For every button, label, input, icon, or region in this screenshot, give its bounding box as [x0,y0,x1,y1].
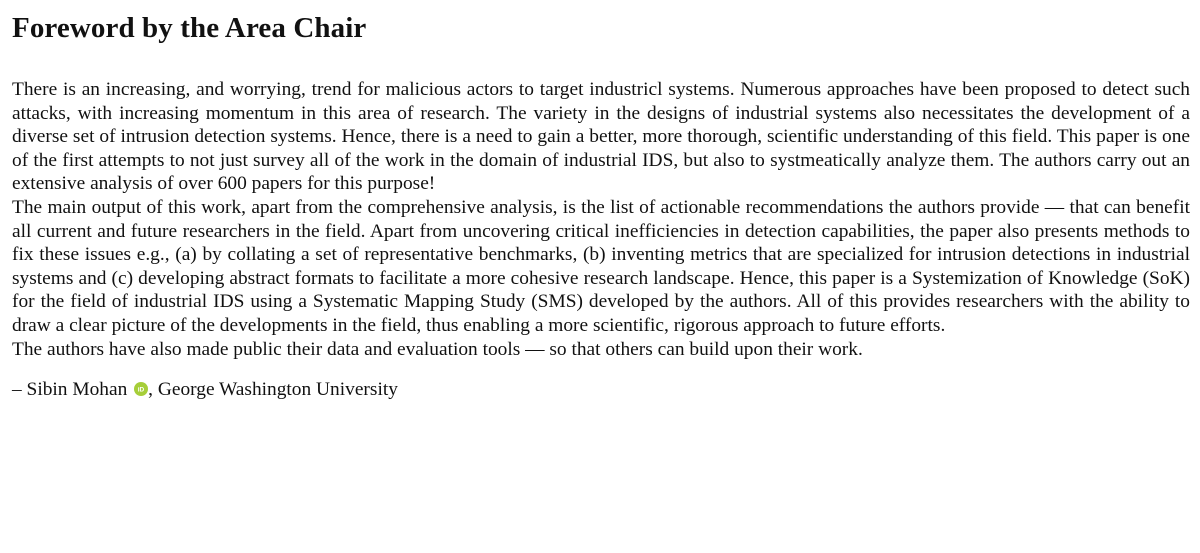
paragraph-2: The main output of this work, apart from the comprehensive analysis, is the list of actionable recommendations the authors provide — that can benefit all current and future researchers in the field. Apart from uncovering critical inefficiencies in detection capabilities, the paper also presents methods to fix these issues e.g., (a) by collating a set of representative benchmarks, (b) inventing metrics that are specialized for intrusion detections in industrial systems and (c) developing abstract formats to facilitate a more cohesive research landscape. Hence, this paper is a Systemization of Knowledge (SoK) for the field of industrial IDS using a Systematic Mapping Study (SMS) developed by the authors. All of this provides researchers with the ability to draw a clear picture of the developments in the field, thus enabling a more scientific, rigorous approach to future efforts. [12,196,1190,336]
foreword-body [12,78,1190,361]
foreword-page [12,0,1190,402]
author-affiliation: , George Washington University [148,379,398,401]
paragraph-1: There is an increasing, and worrying, trend for malicious actors to target industricl systems. Numerous approaches have been proposed to detect such attacks, with increasing momentum in this area of research. The variety in the designs of industrial systems also necessitates the development of a diverse set of intrusion detection systems. Hence, there is a need to gain a better, more thorough, scientific understanding of this field. This paper is one of the first attempts to not just survey all of the work in the domain of industrial IDS, but also to systmeatically analyze them. The authors carry out an extensive analysis of over 600 papers for this purpose! [12,79,1190,195]
author-name: – Sibin Mohan [12,379,128,401]
page-title: Foreword by the Area Chair [12,12,367,44]
svg-text:iD: iD [137,386,145,394]
orcid-icon[interactable] [134,379,148,393]
signature [12,378,1190,402]
paragraph-3: The authors have also made public their data and evaluation tools — so that others can build upon their work. [12,338,863,360]
